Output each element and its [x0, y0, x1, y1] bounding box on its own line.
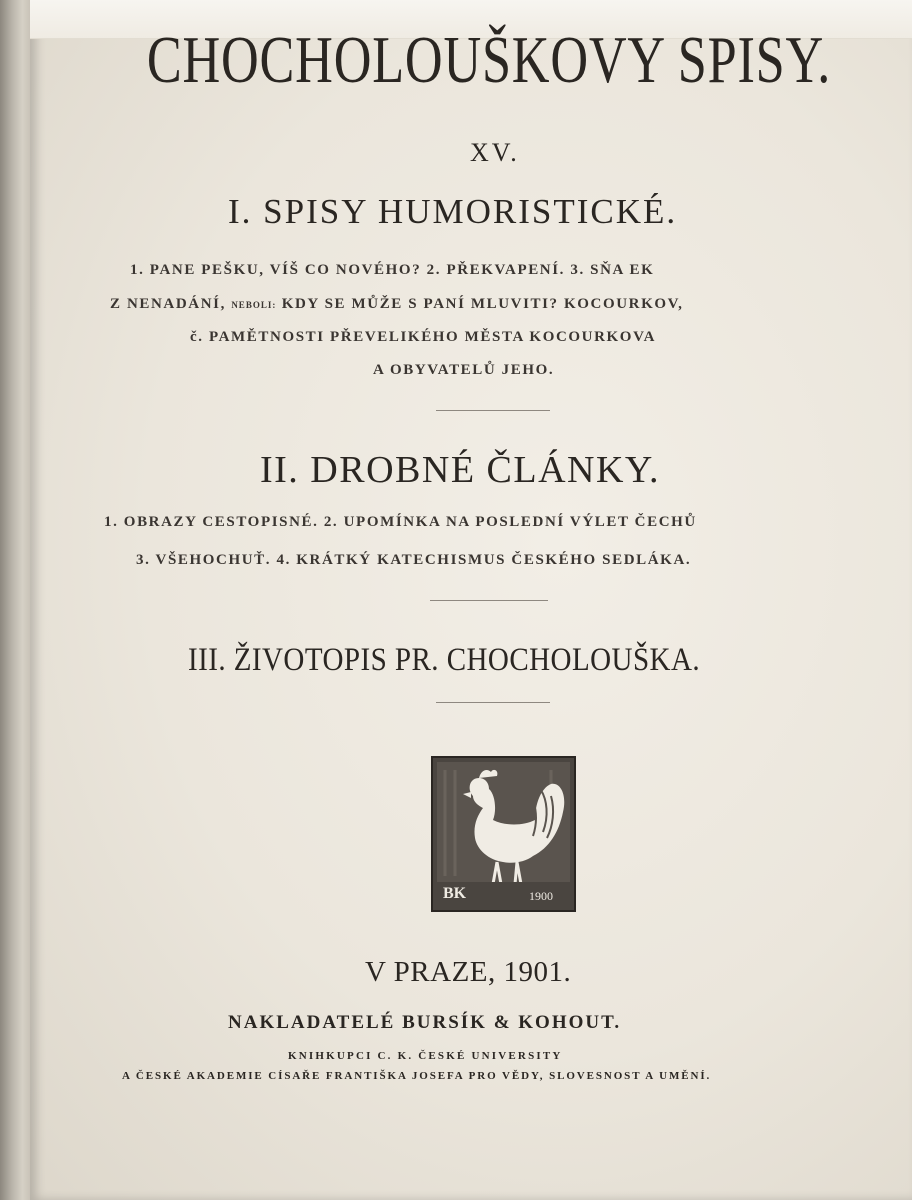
section-1-line-1: 1. PANE PEŠKU, VÍŠ CO NOVÉHO? 2. PŘEKVAPENÍ. 3. SŇA EK — [130, 262, 655, 278]
section-1-line-2-start: Z NENADÁNÍ, — [110, 296, 226, 312]
section-1-line-3: č. PAMĚTNOSTI PŘEVELIKÉHO MĚSTA KOCOURKOVA — [190, 329, 656, 345]
section-2-line-1: 1. OBRAZY CESTOPISNÉ. 2. UPOMÍNKA NA POSLEDNÍ VÝLET ČECHŮ — [104, 514, 697, 530]
book-spine-edge — [0, 0, 30, 1200]
section-1-line-2-conjunction: NEBOLI: — [231, 300, 277, 310]
section-2-line-2: 3. VŠEHOCHUŤ. 4. KRÁTKÝ KATECHISMUS ČESKÉHO SEDLÁKA. — [136, 552, 692, 568]
section-1-line-2 — [110, 296, 684, 313]
volume-number: XV. — [470, 138, 520, 167]
emblem-year: 1900 — [529, 889, 553, 903]
divider-2 — [430, 600, 548, 601]
divider-3 — [436, 702, 550, 703]
rooster-emblem-icon — [431, 756, 576, 912]
publisher-detail-2: A ČESKÉ AKADEMIE CÍSAŘE FRANTIŠKA JOSEFA PRO VĚDY, SLOVESNOST A UMĚNÍ. — [122, 1070, 712, 1082]
section-1-line-2-end: KDY SE MŮŽE S PANÍ MLUVITI? KOCOURKOV, — [281, 296, 684, 312]
imprint-city-year: V PRAZE, 1901. — [365, 956, 572, 988]
publisher-detail-1: KNIHKUPCI C. K. ČESKÉ UNIVERSITY — [288, 1050, 563, 1062]
section-1-heading: I. SPISY HUMORISTICKÉ. — [228, 192, 678, 231]
section-1-line-4: A OBYVATELŮ JEHO. — [373, 362, 555, 378]
section-3-heading: III. ŽIVOTOPIS PR. CHOCHOLOUŠKA. — [188, 642, 701, 678]
divider-1 — [436, 410, 550, 411]
emblem-monogram: BK — [443, 885, 467, 902]
section-2-heading: II. DROBNÉ ČLÁNKY. — [260, 449, 660, 491]
book-title: CHOCHOLOUŠKOVY SPISY. — [146, 23, 832, 97]
publisher-name: NAKLADATELÉ BURSÍK & KOHOUT. — [228, 1012, 622, 1033]
